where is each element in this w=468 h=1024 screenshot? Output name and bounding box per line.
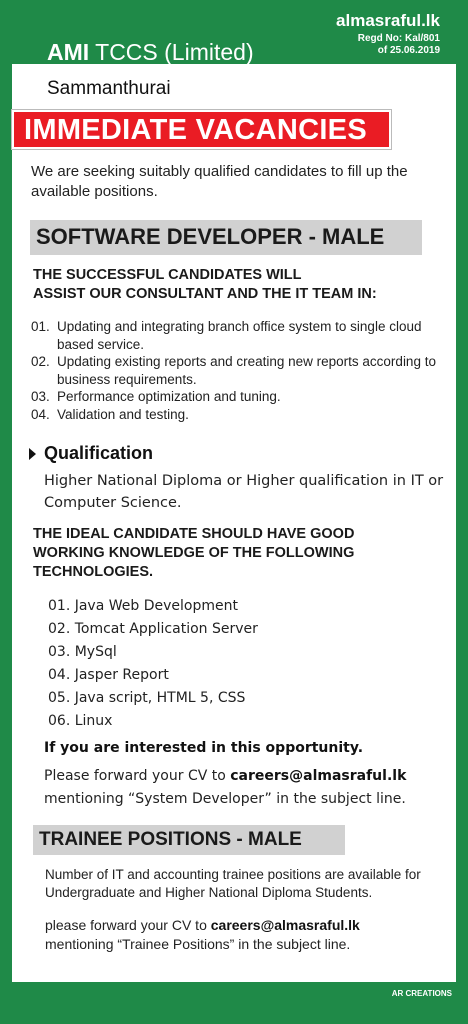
qualification-text: Higher National Diploma or Higher qualification in IT or Computer Science. (44, 473, 444, 511)
trainee-description: Number of IT and accounting trainee positions are available for Undergraduate and Higher National Diploma Students. (45, 867, 421, 900)
list-item: 03. MySql (48, 644, 117, 660)
list-item: 06. Linux (48, 713, 113, 729)
intro-text: We are seeking suitably qualified candidates to fill up the available positions. (31, 163, 408, 200)
careers-email: careers@almasraful.lk (230, 768, 407, 784)
website-label: almasraful.lk (336, 11, 440, 30)
careers-email: careers@almasraful.lk (210, 917, 360, 933)
vacancies-title: IMMEDIATE VACANCIES (24, 114, 367, 146)
trainee-positions-title: TRAINEE POSITIONS - MALE (39, 829, 302, 850)
trainee-apply-instructions: please forward your CV to careers@almasraful.lk mentioning “Trainee Positions” in the subject line. (45, 917, 360, 952)
vacancies-banner (12, 110, 391, 149)
software-developer-banner (30, 220, 422, 255)
list-item: 02. Updating existing reports and creating new reports according to business requirements. (31, 354, 436, 387)
software-apply-instructions: Please forward your CV to careers@almasraful.lk mentioning “System Developer” in the subject line. (44, 768, 407, 807)
list-item: 05. Java script, HTML 5, CSS (48, 690, 246, 706)
list-item: 03. Performance optimization and tuning. (31, 389, 281, 404)
qualification-heading: Qualification (29, 443, 153, 464)
trainee-positions-banner (33, 825, 345, 855)
registration-number: Regd No: Kal/801 (357, 33, 440, 44)
location-label: Sammanthurai (47, 78, 171, 99)
list-item: 04. Jasper Report (48, 667, 169, 683)
ideal-candidate-heading: THE IDEAL CANDIDATE SHOULD HAVE GOOD WORKING KNOWLEDGE OF THE FOLLOWING TECHNOLOGIES. (33, 526, 355, 580)
registration-date: of 25.06.2019 (377, 45, 440, 56)
technologies-list (48, 595, 258, 733)
list-item: 01. Java Web Development (48, 598, 238, 614)
company-name (47, 39, 254, 66)
list-item: 01. Updating and integrating branch office system to single cloud based service. (31, 319, 422, 352)
company-name-bold: AMI (47, 39, 90, 65)
registration-info (358, 33, 440, 57)
creator-credit: AR CREATIONS (391, 989, 452, 998)
triangle-bullet-icon (29, 448, 36, 460)
software-developer-title: SOFTWARE DEVELOPER - MALE (36, 224, 385, 249)
assist-heading: THE SUCCESSFUL CANDIDATES WILL ASSIST OUR CONSULTANT AND THE IT TEAM IN: (33, 267, 377, 302)
list-item: 04. Validation and testing. (31, 406, 189, 422)
list-item: 02. Tomcat Application Server (48, 621, 258, 637)
duties-list (31, 318, 451, 423)
interest-line: If you are interested in this opportunity. (44, 740, 364, 756)
company-name-rest: TCCS (Limited) (89, 39, 254, 65)
